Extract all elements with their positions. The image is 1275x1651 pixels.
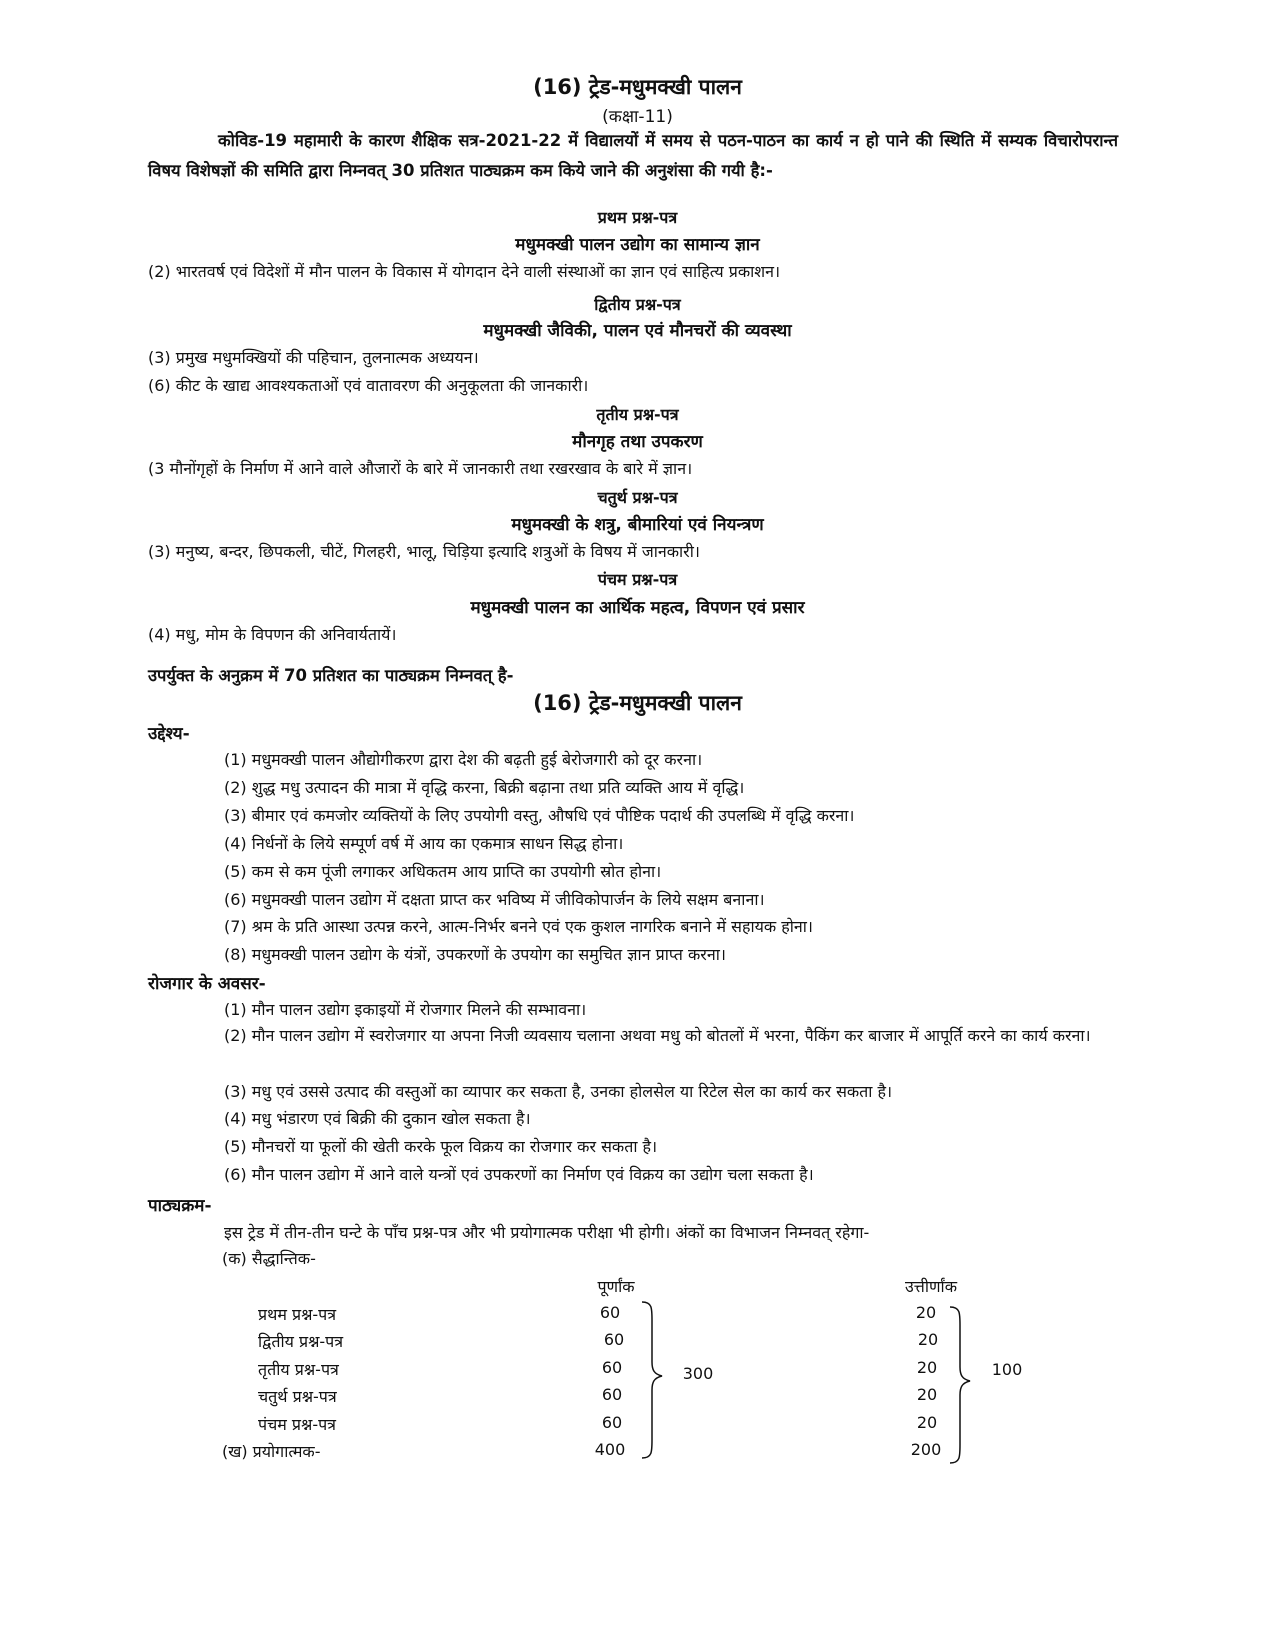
pass-marks-brace — [948, 1305, 978, 1465]
marks-row-label: द्वितीय प्रश्न-पत्र — [258, 1332, 344, 1351]
pass-marks-value: 20 — [916, 1358, 938, 1377]
objective-item: (5) कम से कम पूंजी लगाकर अधिकतम आय प्राप्ति का उपयोगी स्रोत होना। — [224, 862, 662, 881]
paper-2-heading: द्वितीय प्रश्न-पत्र — [594, 295, 681, 314]
paper-4-heading: चतुर्थ प्रश्न-पत्र — [597, 488, 678, 507]
paper-5-item: (4) मधु, मोम के विपणन की अनिवार्यतायें। — [148, 625, 397, 644]
theory-label: (क) सैद्धान्तिक- — [222, 1249, 316, 1268]
objective-item: (4) निर्धनों के लिये सम्पूर्ण वर्ष में आय का एकमात्र साधन सिद्ध होना। — [224, 834, 624, 853]
syllabus-text: इस ट्रेड में तीन-तीन घन्टे के पाँच प्रश्न-पत्र और भी प्रयोगात्मक परीक्षा भी होगी। अंकों का विभाजन निम्नवत् रहेगा- — [224, 1223, 870, 1242]
full-marks-value: 60 — [601, 1385, 623, 1404]
objective-item: (3) बीमार एवं कमजोर व्यक्तियों के लिए उपयोगी वस्तु, औषधि एवं पौष्टिक पदार्थ की उपलब्धि में वृद्धि करना। — [224, 806, 855, 825]
full-marks-value: 60 — [601, 1358, 623, 1377]
paper-1-heading: प्रथम प्रश्न-पत्र — [597, 208, 678, 227]
employment-heading: रोजगार के अवसर- — [148, 974, 266, 994]
paper-1-item: (2) भारतवर्ष एवं विदेशों में मौन पालन के विकास में योगदान देने वाली संस्थाओं का ज्ञान एवं साहित्य प्रकाशन। — [148, 262, 781, 281]
total-pass-marks: 100 — [991, 1360, 1023, 1379]
objective-item: (1) मधुमक्खी पालन औद्योगीकरण द्वारा देश की बढ़ती हुई बेरोजगारी को दूर करना। — [224, 750, 703, 769]
objective-item: (7) श्रम के प्रति आस्था उत्पन्न करने, आत्म-निर्भर बनने एवं एक कुशल नागरिक बनाने में सहायक होना। — [224, 917, 813, 936]
pass-marks-header: उत्तीर्णांक — [905, 1277, 957, 1296]
syllabus-heading: पाठ्यक्रम- — [148, 1196, 212, 1216]
remaining-intro: उपर्युक्त के अनुक्रम में 70 प्रतिशत का पाठ्यक्रम निम्नवत् है- — [148, 666, 514, 685]
paper-5-subject: मधुमक्खी पालन का आर्थिक महत्व, विपणन एवं प्रसार — [470, 598, 805, 618]
pass-marks-value: 20 — [915, 1303, 937, 1322]
total-full-marks: 300 — [682, 1364, 714, 1383]
objective-item: (6) मधुमक्खी पालन उद्योग में दक्षता प्राप्त कर भविष्य में जीविकोपार्जन के लिये सक्षम बनाना। — [224, 890, 765, 909]
page-title: (16) ट्रेड-मधुमक्खी पालन — [533, 75, 742, 99]
employment-item: (6) मौन पालन उद्योग में आने वाले यन्त्रों एवं उपकरणों का निर्माण एवं विक्रय का उद्योग चला सकता है। — [224, 1165, 814, 1184]
marks-row-label: पंचम प्रश्न-पत्र — [258, 1415, 337, 1434]
pass-marks-value: 20 — [916, 1385, 938, 1404]
employment-item: (2) मौन पालन उद्योग में स्वरोजगार या अपना निजी व्यवसाय चलाना अथवा मधु को बोतलों में भरना, पैकिंग कर बाजार में आपूर्ति करने का कार्य करना। — [224, 1026, 1091, 1045]
objectives-heading: उद्देश्य- — [148, 724, 190, 744]
practical-full-value: 400 — [594, 1440, 626, 1459]
pass-marks-value: 20 — [917, 1330, 939, 1349]
practical-pass-value: 200 — [910, 1440, 942, 1459]
paper-4-item: (3) मनुष्य, बन्दर, छिपकली, चीटें, गिलहरी, भालू, चिड़िया इत्यादि शत्रुओं के विषय में जानकारी। — [148, 542, 700, 561]
objective-item: (8) मधुमक्खी पालन उद्योग के यंत्रों, उपकरणों के उपयोग का समुचित ज्ञान प्राप्त करना। — [224, 945, 726, 964]
full-marks-value: 60 — [603, 1330, 625, 1349]
paper-1-subject: मधुमक्खी पालन उद्योग का सामान्य ज्ञान — [515, 235, 760, 255]
paper-3-item: (3 मौनोंगृहों के निर्माण में आने वाले औजारों के बारे में जानकारी तथा रखरखाव के बारे में ज्ञान। — [148, 459, 693, 478]
employment-item: (1) मौन पालन उद्योग इकाइयों में रोजगार मिलने की सम्भावना। — [224, 1000, 587, 1019]
employment-item: (3) मधु एवं उससे उत्पाद की वस्तुओं का व्यापार कर सकता है, उनका होलसेल या रिटेल सेल का कार्य कर सकता है। — [224, 1082, 893, 1101]
objective-item: (2) शुद्ध मधु उत्पादन की मात्रा में वृद्धि करना, बिक्री बढ़ाना तथा प्रति व्यक्ति आय में वृद्धि। — [224, 778, 745, 797]
paper-2-item: (3) प्रमुख मधुमक्खियों की पहिचान, तुलनात्मक अध्ययन। — [148, 348, 479, 367]
marks-row-label: तृतीय प्रश्न-पत्र — [258, 1360, 339, 1379]
full-marks-value: 60 — [599, 1303, 621, 1322]
paper-4-subject: मधुमक्खी के शत्रु, बीमारियां एवं नियन्त्रण — [511, 515, 764, 535]
pass-marks-value: 20 — [916, 1413, 938, 1432]
full-marks-brace — [640, 1300, 670, 1460]
class-label: (कक्षा-11) — [602, 107, 673, 127]
paper-5-heading: पंचम प्रश्न-पत्र — [597, 570, 678, 589]
paper-2-subject: मधुमक्खी जैविकी, पालन एवं मौनचरों की व्यवस्था — [483, 321, 792, 341]
full-marks-value: 60 — [601, 1413, 623, 1432]
full-marks-header: पूर्णांक — [597, 1277, 635, 1296]
marks-row-label: प्रथम प्रश्न-पत्र — [258, 1305, 337, 1324]
paper-3-heading: तृतीय प्रश्न-पत्र — [596, 405, 679, 424]
section-title: (16) ट्रेड-मधुमक्खी पालन — [533, 691, 742, 715]
paper-3-subject: मौनगृह तथा उपकरण — [572, 432, 703, 452]
marks-row-label: चतुर्थ प्रश्न-पत्र — [258, 1387, 337, 1406]
intro-paragraph: कोविड-19 महामारी के कारण शैक्षिक सत्र-2021-22 में विद्यालयों में समय से पठन-पाठन का कार्य न हो पाने की स्थिति में सम्यक विचारोपरान्त विषय विशेषज्ञों की समिति द्वारा निम्नवत् 30 प्रतिशत पाठ्यक्रम कम किये जाने की अनुशंसा की गयी है:- — [148, 131, 1118, 180]
practical-label: (ख) प्रयोगात्मक- — [222, 1442, 321, 1461]
employment-item: (5) मौनचरों या फूलों की खेती करके फूल विक्रय का रोजगार कर सकता है। — [224, 1137, 658, 1156]
employment-item: (4) मधु भंडारण एवं बिक्री की दुकान खोल सकता है। — [224, 1109, 531, 1128]
paper-2-item: (6) कीट के खाद्य आवश्यकताओं एवं वातावरण की अनुकूलता की जानकारी। — [148, 376, 589, 395]
